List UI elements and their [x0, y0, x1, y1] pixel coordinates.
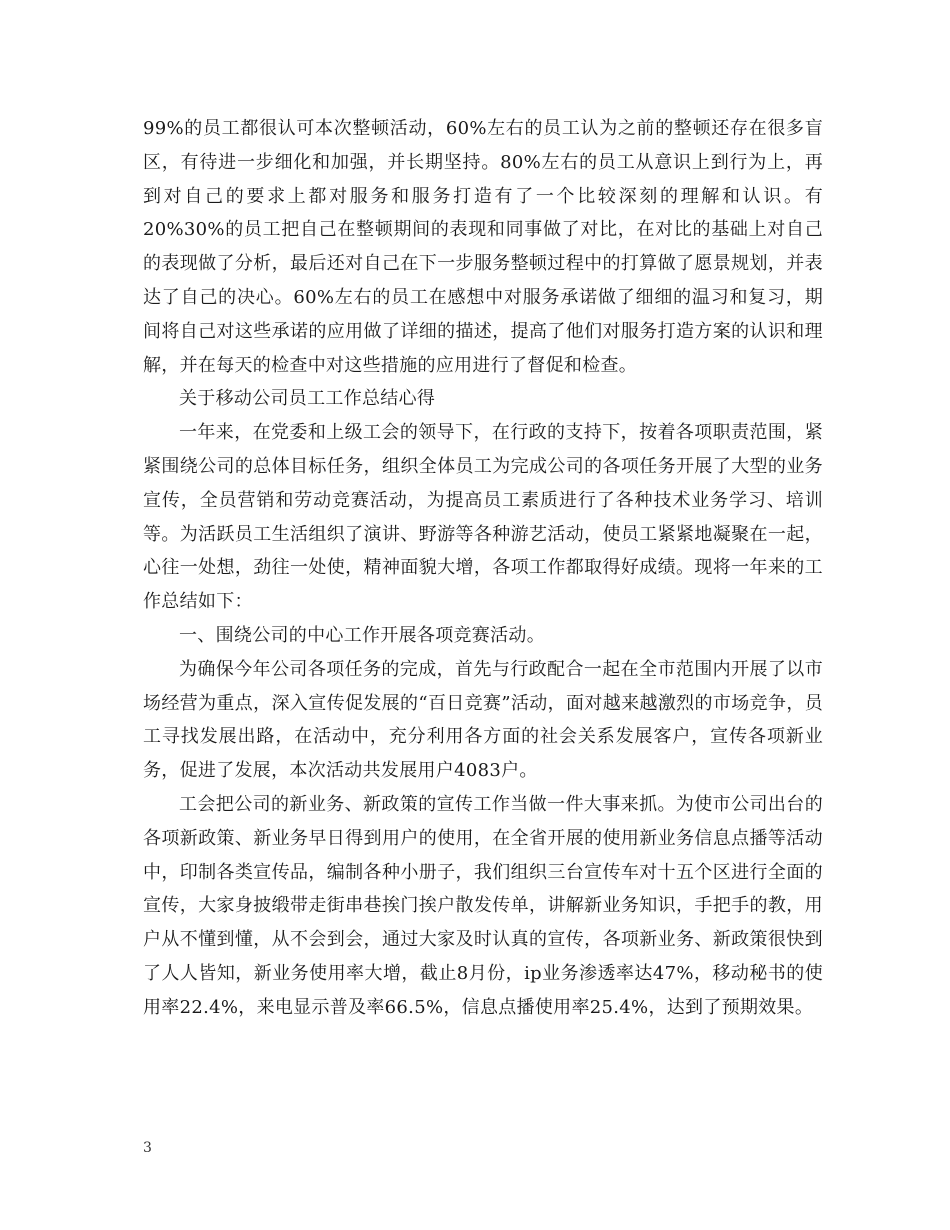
page-number: 3	[143, 1140, 152, 1156]
document-body	[143, 112, 823, 1025]
paragraph-new-business-promotion: 工会把公司的新业务、新政策的宣传工作当做一件大事来抓。为使市公司出台的各项新政策、新业务早日得到用户的使用，在全省开展的使用新业务信息点播等活动中，印制各类宣传品，编制各种小册子，我们组织三台宣传车对十五个区进行全面的宣传，大家身披缎带走街串巷挨门挨户散发传单，讲解新业务知识，手把手的教，用户从不懂到懂，从不会到会，通过大家及时认真的宣传，各项新业务、新政策很快到了人人皆知，新业务使用率大增，截止8月份，ip业务渗透率达47%，移动秘书的使用率22.4%，来电显示普及率66.5%，信息点播使用率25.4%，达到了预期效果。	[143, 793, 823, 1018]
paragraph-annual-overview: 一年来，在党委和上级工会的领导下，在行政的支持下，按着各项职责范围，紧紧围绕公司的总体目标任务，组织全体员工为完成公司的各项任务开展了大型的业务宣传，全员营销和劳动竞赛活动，为提高员工素质进行了各种技术业务学习、培训等。为活跃员工生活组织了演讲、野游等各种游艺活动，使员工紧紧地凝聚在一起，心往一处想，劲往一处使，精神面貌大增，各项工作都取得好成绩。现将一年来的工作总结如下：	[143, 422, 823, 613]
section-title: 关于移动公司员工工作总结心得	[179, 388, 436, 410]
paragraph-survey-results: 99%的员工都很认可本次整顿活动，60%左右的员工认为之前的整顿还存在很多盲区，有待进一步细化和加强，并长期坚持。80%左右的员工从意识上到行为上，再到对自己的要求上都对服务和服务打造有了一个比较深刻的理解和认识。有20%30%的员工把自己在整顿期间的表现和同事做了对比，在对比的基础上对自己的表现做了分析，最后还对自己在下一步服务整顿过程中的打算做了愿景规划，并表达了自己的决心。60%左右的员工在感想中对服务承诺做了细细的温习和复习，期间将自己对这些承诺的应用做了详细的描述，提高了他们对服务打造方案的认识和理解，并在每天的检查中对这些措施的应用进行了督促和检查。	[143, 118, 823, 376]
paragraph-hundred-day-contest: 为确保今年公司各项任务的完成，首先与行政配合一起在全市范围内开展了以市场经营为重点，深入宣传促发展的“百日竞赛”活动，面对越来越激烈的市场竞争，员工寻找发展出路，在活动中，充分利用各方面的社会关系发展客户，宣传各项新业务，促进了发展，本次活动共发展用户4083户。	[143, 658, 823, 782]
section-heading-competition: 一、围绕公司的中心工作开展各项竞赛活动。	[179, 624, 545, 646]
